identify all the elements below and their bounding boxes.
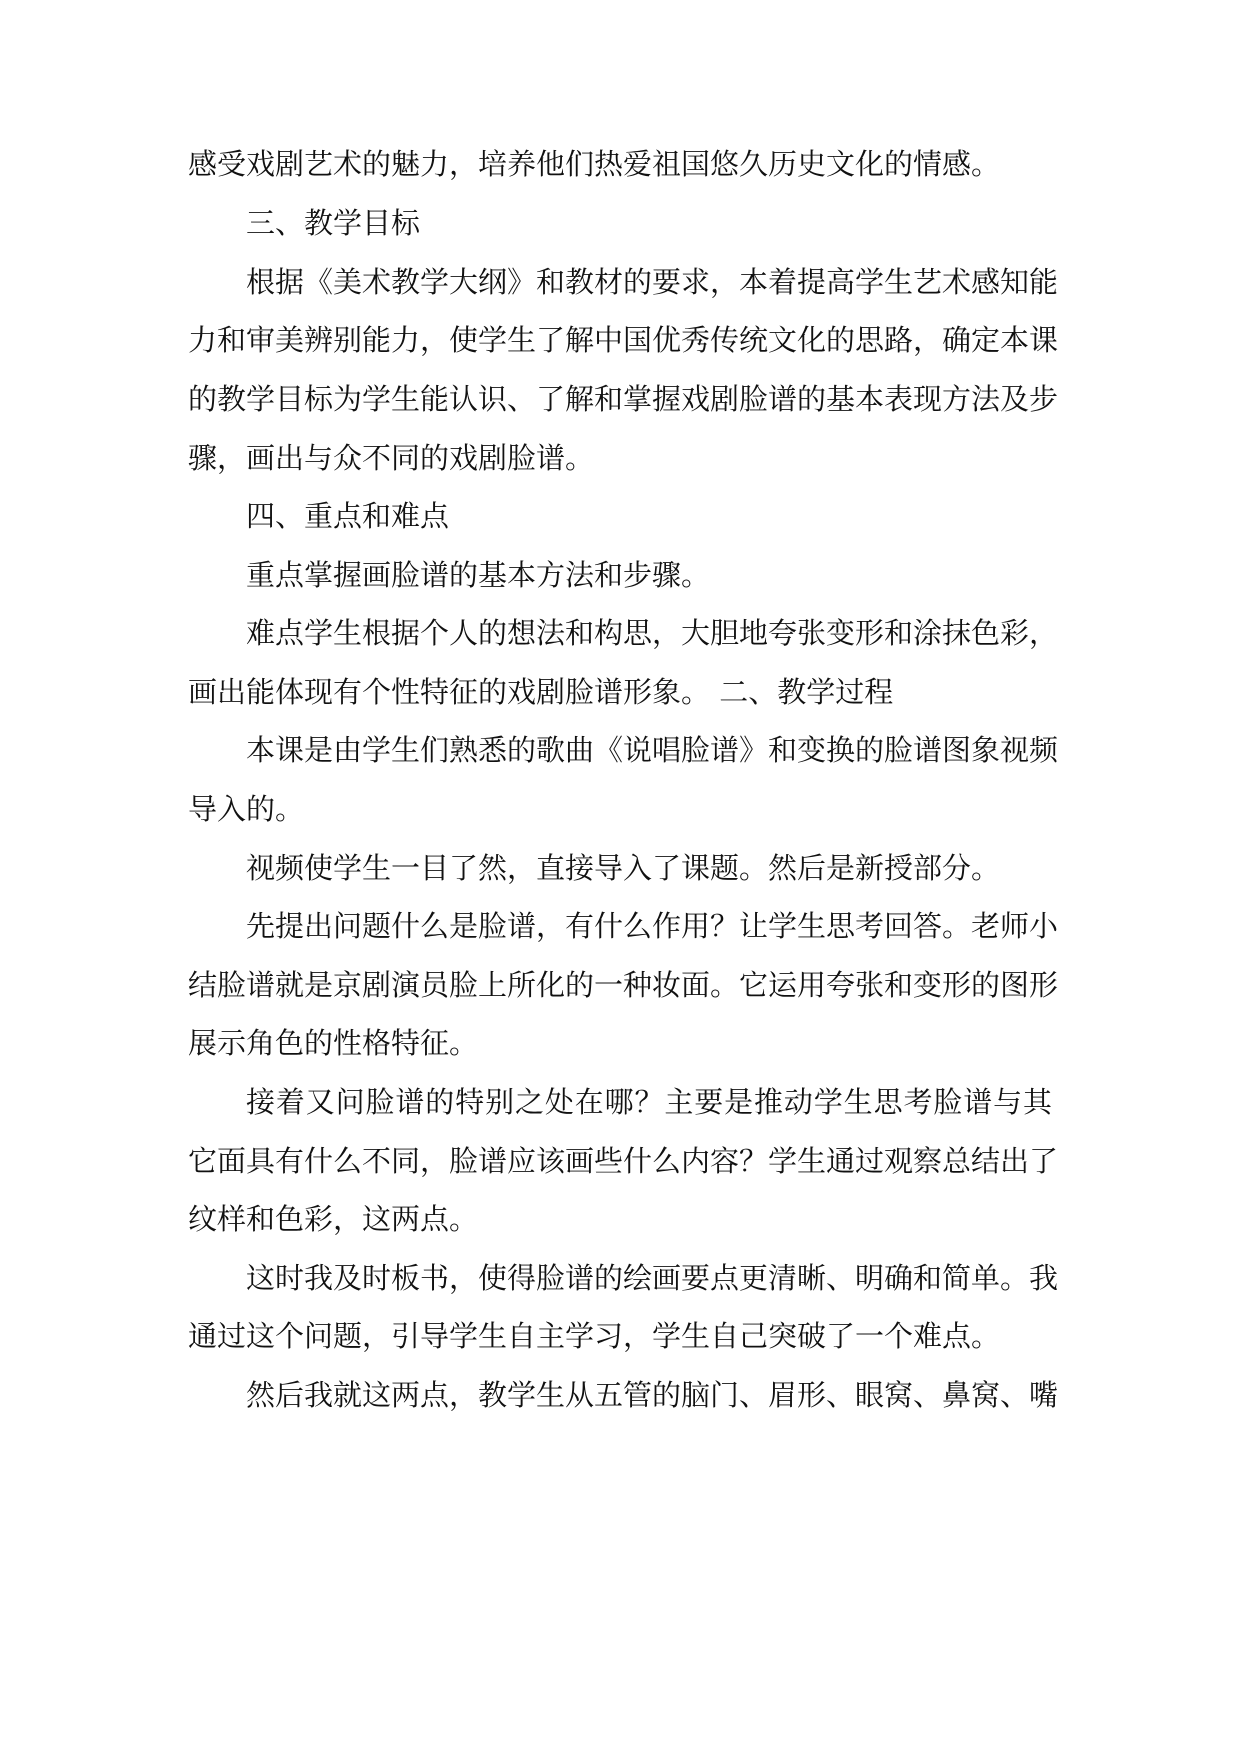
text-line: 感受戏剧艺术的魅力，培养他们热爱祖国悠久历史文化的情感。 [188,147,1001,181]
text-line: 纹样和色彩，这两点。 [188,1202,479,1236]
text-line: 结脸谱就是京剧演员脸上所化的一种妆面。它运用夸张和变形的图形 [188,968,1059,1002]
text-line: 展示角色的性格特征。 [188,1026,479,1060]
text-line: 它面具有什么不同，脸谱应该画些什么内容？学生通过观察总结出了 [188,1144,1059,1178]
text-line: 重点掌握画脸谱的基本方法和步骤。 [246,558,711,592]
text-line: 难点学生根据个人的想法和构思，大胆地夸张变形和涂抹色彩， [246,616,1059,650]
text-line: 这时我及时板书，使得脸谱的绘画要点更清晰、明确和简单。我 [246,1261,1059,1295]
section-heading: 三、教学目标 [246,206,421,240]
text-line: 然后我就这两点，教学生从五管的脑门、眉形、眼窝、鼻窝、嘴 [246,1378,1059,1412]
text-line: 力和审美辨别能力，使学生了解中国优秀传统文化的思路，确定本课 [188,323,1059,357]
text-line: 导入的。 [188,792,305,826]
text-line: 先提出问题什么是脸谱，有什么作用？让学生思考回答。老师小 [246,909,1059,943]
text-line: 接着又问脸谱的特别之处在哪？主要是推动学生思考脸谱与其 [246,1085,1052,1119]
text-line: 骤，画出与众不同的戏剧脸谱。 [188,441,595,475]
text-line: 画出能体现有个性特征的戏剧脸谱形象。 二、教学过程 [188,675,894,709]
text-line: 通过这个问题，引导学生自主学习，学生自己突破了一个难点。 [188,1319,1001,1353]
text-line: 视频使学生一目了然，直接导入了课题。然后是新授部分。 [246,851,1001,885]
text-line: 根据《美术教学大纲》和教材的要求，本着提高学生艺术感知能 [246,265,1059,299]
section-heading: 四、重点和难点 [246,499,450,533]
text-line: 的教学目标为学生能认识、了解和掌握戏剧脸谱的基本表现方法及步 [188,382,1059,416]
text-line: 本课是由学生们熟悉的歌曲《说唱脸谱》和变换的脸谱图象视频 [246,733,1059,767]
